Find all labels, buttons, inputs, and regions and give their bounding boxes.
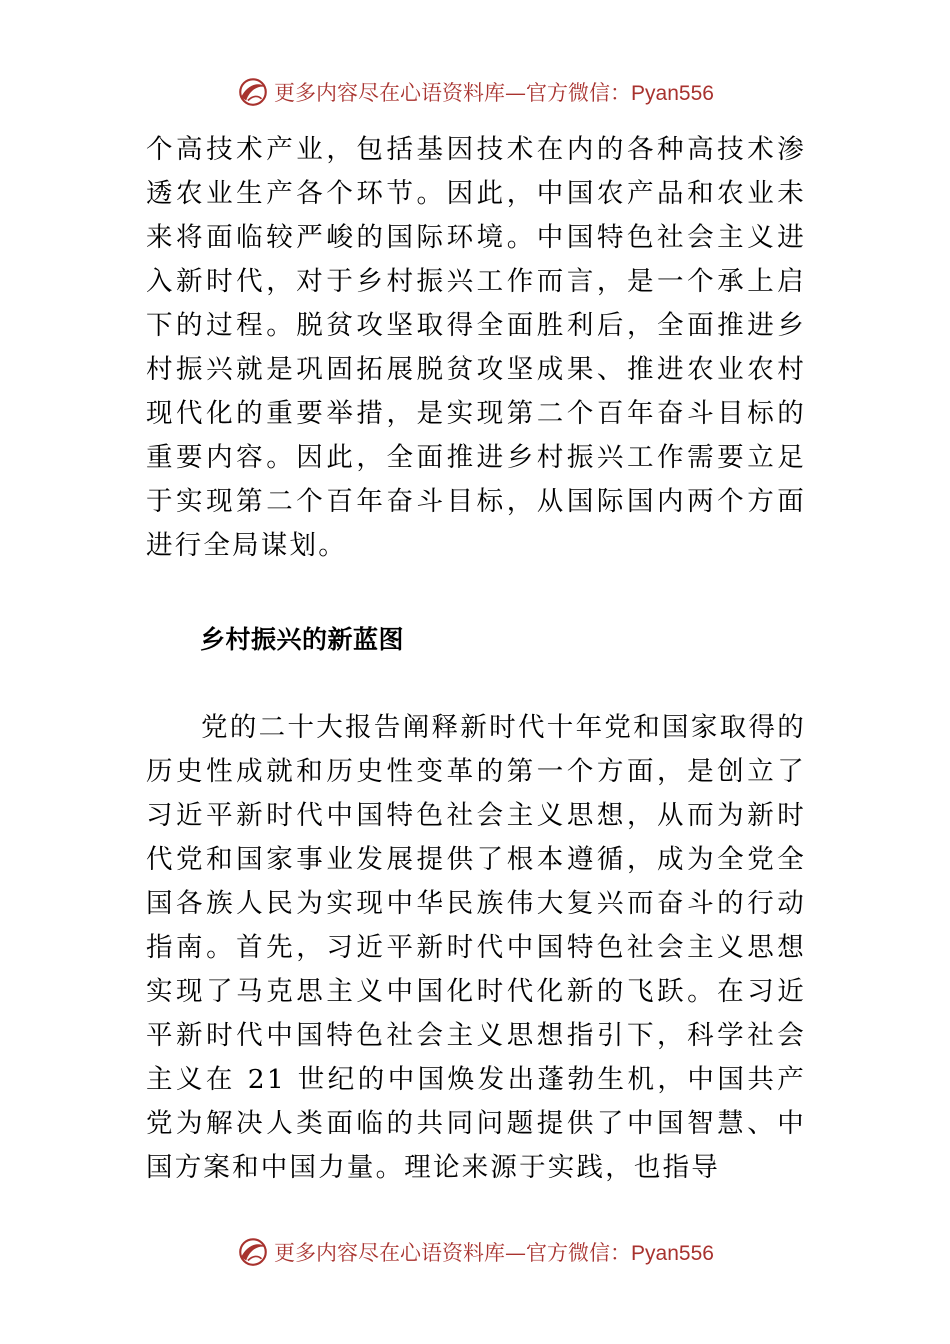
spacer [146,662,806,706]
watermark-wechat-id: Pyan556 [631,82,714,105]
watermark-label: 更多内容尽在心语资料库—官方微信： [274,1241,632,1265]
body-paragraph: 党的二十大报告阐释新时代十年党和国家取得的历史性成就和历史性变革的第一个方面，是创立了习近平新时代中国特色社会主义思想，从而为新时代党和国家事业发展提供了根本遵循，成为全党全国各族人民为实现中华民族伟大复兴而奋斗的行动指南。首先，习近平新时代中国特色社会主义思想实现了马克思主义中国化时代化新的飞跃。在习近平新时代中国特色社会主义思想指引下，科学社会主义在 21 世纪的中国焕发出蓬勃生机，中国共产党为解决人类面临的共同问题提供了中国智慧、中国方案和中国力量。理论来源于实践，也指导 [146,712,806,1183]
section-heading: 乡村振兴的新蓝图 [200,625,405,654]
watermark-label: 更多内容尽在心语资料库—官方微信： [274,81,632,105]
spacer [146,568,806,618]
document-body [146,128,806,1190]
swirl-logo-icon [236,75,270,109]
header-watermark [0,70,950,114]
watermark-text [274,77,714,107]
body-paragraph: 个高技术产业，包括基因技术在内的各种高技术渗透农业生产各个环节。因此，中国农产品和农业未来将面临较严峻的国际环境。中国特色社会主义进入新时代，对于乡村振兴工作而言，是一个承上启下的过程。脱贫攻坚取得全面胜利后，全面推进乡村振兴就是巩固拓展脱贫攻坚成果、推进农业农村现代化的重要举措，是实现第二个百年奋斗目标的重要内容。因此，全面推进乡村振兴工作需要立足于实现第二个百年奋斗目标，从国际国内两个方面进行全局谋划。 [146,134,806,561]
watermark-text [274,1237,714,1267]
watermark-wechat-id: Pyan556 [631,1242,714,1265]
swirl-logo-icon [236,1235,270,1269]
footer-watermark [0,1230,950,1274]
